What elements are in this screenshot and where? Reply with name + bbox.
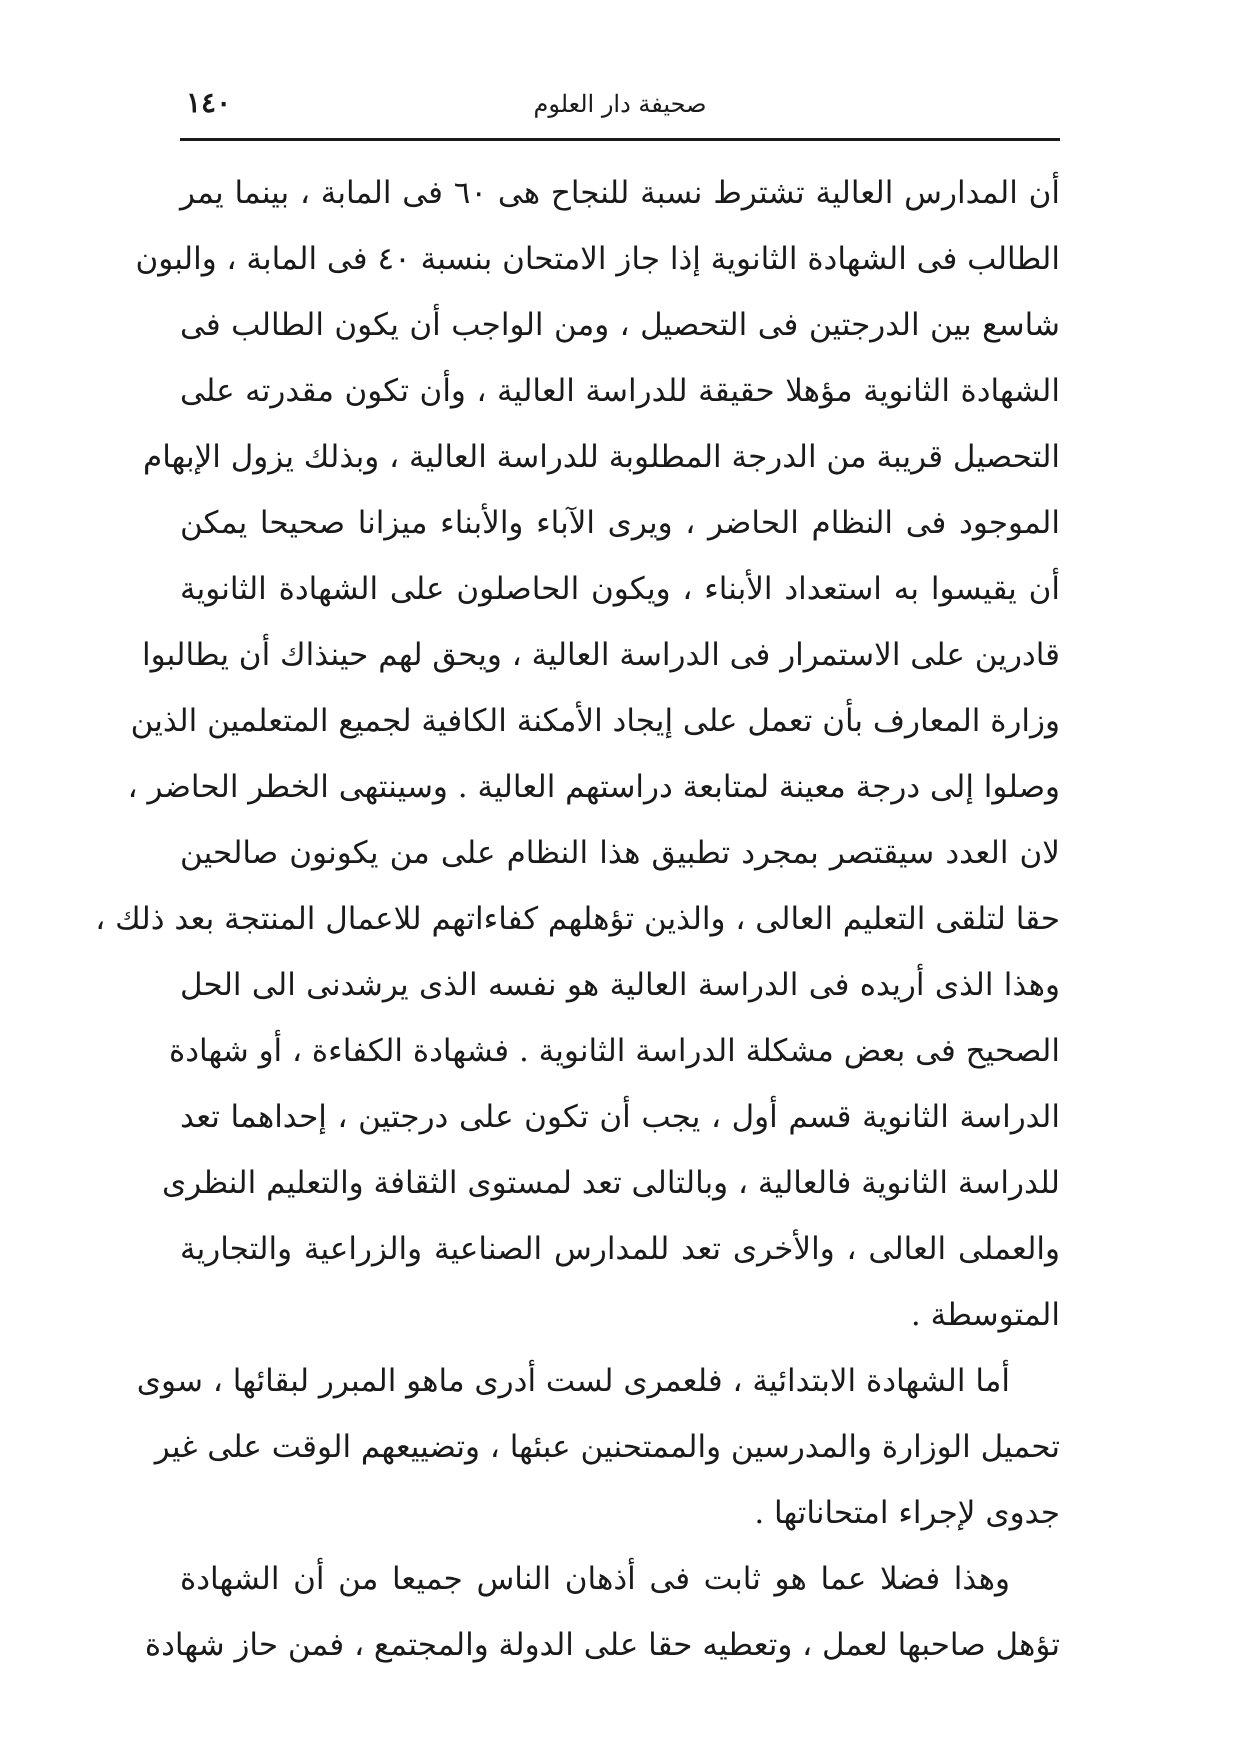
body-text xyxy=(95,160,1061,1678)
text-line: الدراسة الثانوية قسم أول ، يجب أن تكون على درجتين ، إحداهما تعد xyxy=(180,1099,1060,1135)
text-line: للدراسة الثانوية فالعالية ، وبالتالى تعد لمستوى الثقافة والتعليم النظرى xyxy=(162,1165,1060,1201)
text-line: وصلوا إلى درجة معينة لمتابعة دراستهم العالية . وسينتهى الخطر الحاضر ، xyxy=(127,769,1060,805)
header-rule xyxy=(180,138,1060,141)
text-line: وهذا الذى أريده فى الدراسة العالية هو نفسه الذى يرشدنى الى الحل xyxy=(180,967,1060,1003)
text-line: حقا لتلقى التعليم العالى ، والذين تؤهلهم كفاءاتهم للاعمال المنتجة بعد ذلك ، xyxy=(95,901,1060,937)
text-line: الشهادة الثانوية مؤهلا حقيقة للدراسة العالية ، وأن تكون مقدرته على xyxy=(180,373,1060,409)
text-line: أما الشهادة الابتدائية ، فلعمرى لست أدرى ماهو المبرر لبقائها ، سوى xyxy=(136,1363,1010,1399)
text-line: الصحيح فى بعض مشكلة الدراسة الثانوية . فشهادة الكفاءة ، أو شهادة xyxy=(168,1033,1060,1069)
text-line: تحميل الوزارة والمدرسين والممتحنين عبئها ، وتضييعهم الوقت على غير xyxy=(154,1429,1060,1465)
page-number: ١٤٠ xyxy=(186,86,232,119)
text-line: جدوى لإجراء امتحاناتها . xyxy=(754,1495,1060,1531)
text-line: المتوسطة . xyxy=(910,1297,1060,1333)
text-line: أن المدارس العالية تشترط نسبة للنجاح هى ٦٠ فى المابة ، بينما يمر xyxy=(180,175,1061,211)
text-line: التحصيل قريبة من الدرجة المطلوبة للدراسة العالية ، وبذلك يزول الإبهام xyxy=(143,439,1060,475)
text-line: الطالب فى الشهادة الثانوية إذا جاز الامتحان بنسبة ٤٠ فى المابة ، والبون xyxy=(135,241,1060,277)
journal-title: صحيفة دار العلوم xyxy=(533,90,707,118)
text-line: الموجود فى النظام الحاضر ، ويرى الآباء والأبناء ميزانا صحيحا يمكن xyxy=(180,505,1060,541)
text-line: وزارة المعارف بأن تعمل على إيجاد الأمكنة الكافية لجميع المتعلمين الذين xyxy=(130,703,1060,739)
text-line: لان العدد سيقتصر بمجرد تطبيق هذا النظام على من يكونون صالحين xyxy=(180,835,1060,871)
text-line: أن يقيسوا به استعداد الأبناء ، ويكون الحاصلون على الشهادة الثانوية xyxy=(180,571,1060,607)
text-line: والعملى العالى ، والأخرى تعد للمدارس الصناعية والزراعية والتجارية xyxy=(180,1231,1060,1267)
text-line: تؤهل صاحبها لعمل ، وتعطيه حقا على الدولة والمجتمع ، فمن حاز شهادة xyxy=(144,1627,1060,1663)
text-line: قادرين على الاستمرار فى الدراسة العالية ، ويحق لهم حينذاك أن يطالبوا xyxy=(142,637,1060,673)
text-line: وهذا فضلا عما هو ثابت فى أذهان الناس جميعا من أن الشهادة xyxy=(180,1561,1010,1597)
text-line: شاسع بين الدرجتين فى التحصيل ، ومن الواجب أن يكون الطالب فى xyxy=(180,307,1060,343)
running-header xyxy=(180,84,1060,134)
